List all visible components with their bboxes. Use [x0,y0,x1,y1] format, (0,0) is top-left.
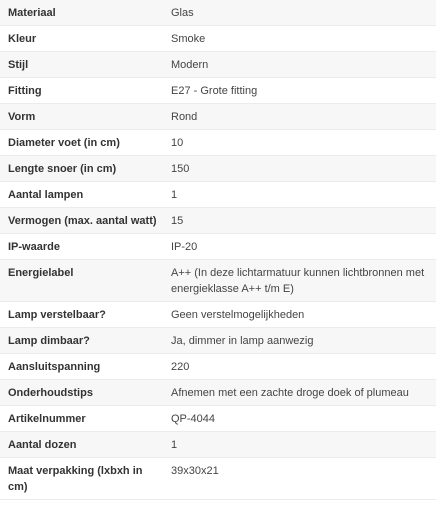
spec-value: 220 [163,354,436,380]
spec-row-stijl [0,52,436,78]
spec-label: Lamp dimbaar? [0,328,163,354]
spec-label: Kleur [0,26,163,52]
spec-row-materiaal [0,0,436,26]
spec-row-onderhoudstips [0,380,436,406]
spec-label: Vorm [0,104,163,130]
spec-value: Afnemen met een zachte droge doek of plumeau [163,380,436,406]
spec-row-aansluitspanning [0,354,436,380]
spec-row-aantal-dozen [0,432,436,458]
spec-label: Materiaal [0,0,163,26]
spec-row-lengte-snoer [0,156,436,182]
spec-label: IP-waarde [0,234,163,260]
spec-value: A++ (In deze lichtarmatuur kunnen lichtbronnen met energieklasse A++ t/m E) [163,260,436,302]
spec-value: QP-4044 [163,406,436,432]
spec-row-lamp-dimbaar [0,328,436,354]
spec-label: Maat verpakking (lxbxh in cm) [0,458,163,500]
spec-label: Vermogen (max. aantal watt) [0,208,163,234]
spec-row-energielabel [0,260,436,302]
spec-row-maat-verpakking [0,458,436,500]
spec-value: 1 [163,432,436,458]
spec-label: Energielabel [0,260,163,302]
spec-row-kleur [0,26,436,52]
spec-row-lamp-verstelbaar [0,302,436,328]
spec-label: Onderhoudstips [0,380,163,406]
spec-row-vermogen [0,208,436,234]
spec-label: Stijl [0,52,163,78]
spec-label: Aansluitspanning [0,354,163,380]
spec-row-aantal-lampen [0,182,436,208]
spec-value: Glas [163,0,436,26]
spec-row-vorm [0,104,436,130]
spec-label: Artikelnummer [0,406,163,432]
spec-value: 1 [163,182,436,208]
spec-value: 10 [163,130,436,156]
spec-label: Fitting [0,78,163,104]
spec-value: Modern [163,52,436,78]
spec-label: Aantal lampen [0,182,163,208]
spec-label: Diameter voet (in cm) [0,130,163,156]
spec-value: Ja, dimmer in lamp aanwezig [163,328,436,354]
spec-value: 39x30x21 [163,458,436,500]
spec-label: Aantal dozen [0,432,163,458]
spec-value: Rond [163,104,436,130]
spec-row-diameter-voet [0,130,436,156]
spec-label: Lengte snoer (in cm) [0,156,163,182]
spec-value: 15 [163,208,436,234]
spec-value: IP-20 [163,234,436,260]
spec-value: Smoke [163,26,436,52]
spec-label: Lamp verstelbaar? [0,302,163,328]
spec-row-fitting [0,78,436,104]
spec-value: 150 [163,156,436,182]
spec-row-artikelnummer [0,406,436,432]
spec-row-ip-waarde [0,234,436,260]
spec-value: Geen verstelmogelijkheden [163,302,436,328]
spec-value: E27 - Grote fitting [163,78,436,104]
